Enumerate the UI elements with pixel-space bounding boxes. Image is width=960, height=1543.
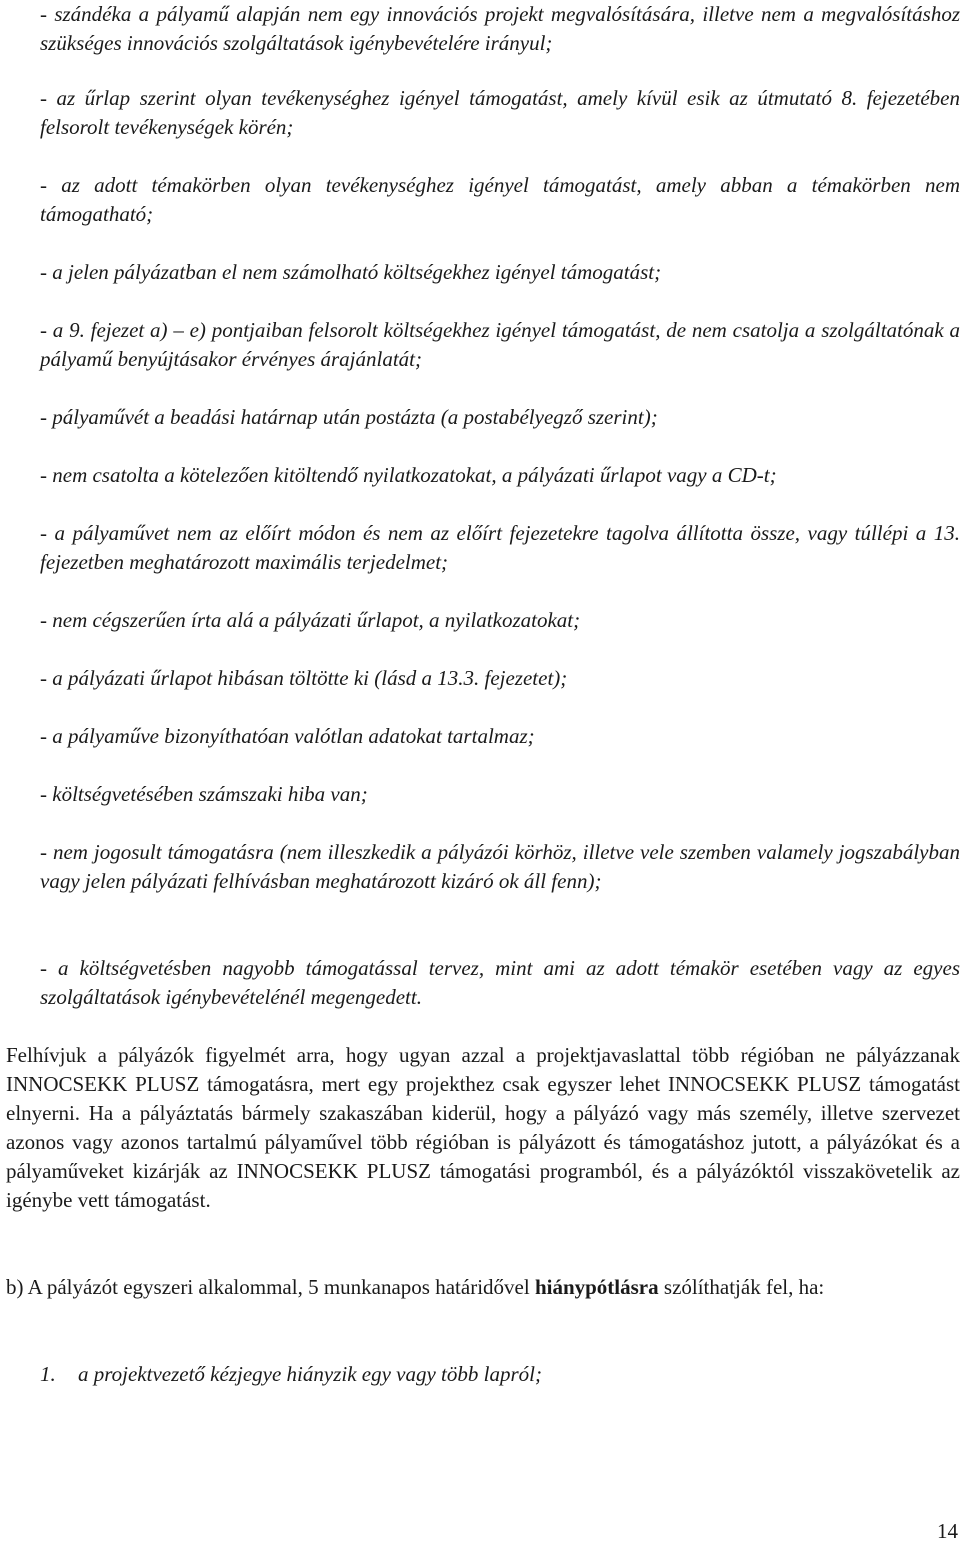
list-item: - a jelen pályázatban el nem számolható költségekhez igényel támogatást; (40, 260, 662, 284)
numbered-item-number: 1. (40, 1362, 56, 1386)
list-item: - az űrlap szerint olyan tevékenységhez igényel támogatást, amely kívül esik az útmutató 8. fejezetében felsorolt tevékenységek körén; (40, 86, 960, 139)
notice-paragraph: Felhívjuk a pályázók figyelmét arra, hogy ugyan azzal a projektjavaslattal több régióban ne pályázzanak INNOCSEKK PLUSZ támogatásra, mert egy projekthez csak egyszer lehet INNOCSEKK PLUSZ támogatást elnyerni. Ha a pályáztatás bármely szakaszában kiderül, hogy a pályázó vagy más személy, illetve szervezet azonos vagy azonos tartalmú pályaművel több régióban is pályázott és támogatáshoz jutott, a pályázókat és a pályaműveket kizárják az INNOCSEKK PLUSZ támogatási programból, és a pályázóktól visszakövetelik az igénybe vett támogatást. (6, 1043, 960, 1212)
list-item: - a pályaműve bizonyíthatóan valótlan adatokat tartalmaz; (40, 724, 535, 748)
list-item: - a 9. fejezet a) – e) pontjaiban felsorolt költségekhez igényel támogatást, de nem csatolja a szolgáltatónak a pályamű benyújtásakor érvényes árajánlatát; (40, 318, 960, 371)
section-b-emphasis: hiánypótlásra (534, 1275, 659, 1299)
list-item: - a pályázati űrlapot hibásan töltötte ki (lásd a 13.3. fejezetet); (40, 666, 568, 690)
page-number: 14 (937, 1519, 958, 1543)
section-b-paragraph (6, 1273, 960, 1302)
numbered-item (40, 1360, 960, 1389)
section-b-text: b) A pályázót egyszeri alkalommal, 5 munkanapos határidővel (6, 1275, 535, 1299)
list-item: - a költségvetésben nagyobb támogatással tervez, mint ami az adott témakör esetében vagy az egyes szolgáltatások igénybevételénél megengedett. (40, 956, 960, 1009)
numbered-item-text: a projektvezető kézjegye hiányzik egy vagy több lapról; (78, 1362, 542, 1386)
section-b-text-end: szólíthatják fel, ha: (658, 1275, 825, 1299)
list-item: - nem cégszerűen írta alá a pályázati űrlapot, a nyilatkozatokat; (40, 608, 581, 632)
list-item: - pályaművét a beadási határnap után postázta (a postabélyegző szerint); (40, 405, 658, 429)
list-item: - nem csatolta a kötelezően kitöltendő nyilatkozatokat, a pályázati űrlapot vagy a CD-t; (40, 463, 777, 487)
list-item: - az adott témakörben olyan tevékenységhez igényel támogatást, amely abban a témakörben nem támogatható; (40, 173, 960, 226)
list-item: - költségvetésében számszaki hiba van; (40, 782, 368, 806)
list-item: - szándéka a pályamű alapján nem egy innovációs projekt megvalósítására, illetve nem a megvalósításhoz szükséges innovációs szolgáltatások igénybevételére irányul; (40, 2, 960, 55)
list-item: - nem jogosult támogatásra (nem illeszkedik a pályázói körhöz, illetve vele szemben valamely jogszabályban vagy jelen pályázati felhívásban meghatározott kizáró ok áll fenn); (40, 840, 960, 893)
list-item: - a pályaművet nem az előírt módon és nem az előírt fejezetekre tagolva állította össze, vagy túllépi a 13. fejezetben meghatározott maximális terjedelmet; (40, 521, 960, 574)
